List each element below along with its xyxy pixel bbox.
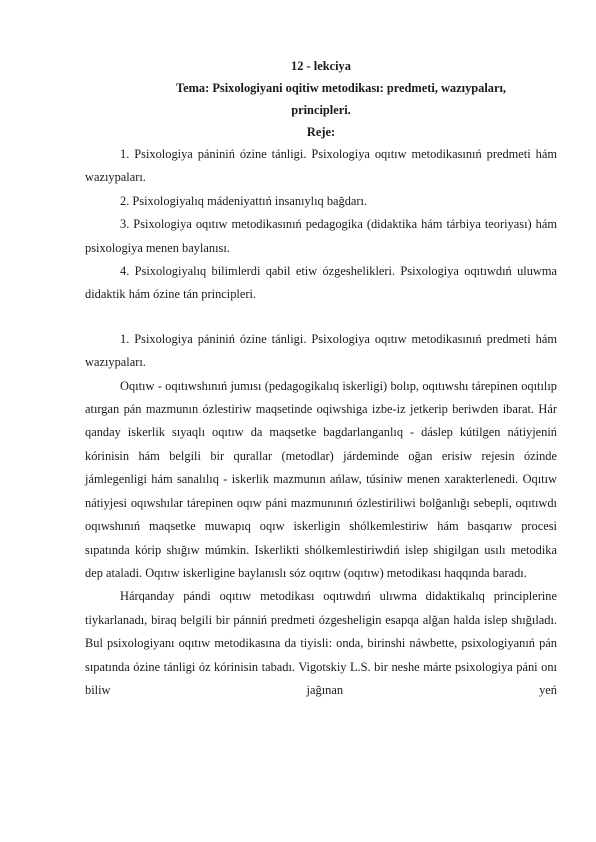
page-content <box>85 55 557 702</box>
plan-item-2: 2. Psixologiyalıq mádeniyattıń insanıylıq bağdarı. <box>120 193 368 208</box>
lecture-theme-line-2: principleri. <box>291 103 351 117</box>
lecture-theme-line-1: Tema: Psixologiyani oqitiw metodikası: predmeti, wazıypaları, <box>175 81 507 95</box>
lecture-number: 12 - lekciya <box>291 59 351 73</box>
plan-item-4: 4. Psixologiyalıq bilimlerdi qabil etiw ózgeshelikleri. Psixologiya oqıtıwdıń uluwma didaktik hám ózine tán principleri. <box>85 264 557 302</box>
section-heading: 1. Psixologiya pániniń ózine tánligi. Psixologiya oqıtıw metodikasınıń predmeti hám wazıypaları. <box>85 331 557 370</box>
plan-heading: Reje: <box>306 125 336 139</box>
plan-item-1: 1. Psixologiya pániniń ózine tánligi. Psixologiya oqıtıw metodikasınıń predmeti hám wazıypaları. <box>85 147 557 185</box>
body-paragraph-2: Hárqanday pándi oqıtıw metodikası oqıtıwdıń ulıwma didaktikalıq principlerine tiykarlanadı, biraq belgili bir pánniń predmeti ózgesheligin esapqa alğan halda islep shığıladı. Bul psixologiyanı oqıtıw metodikasına da tiyisli: onda, birinshi náwbette, psixologiyanıń pán sıpatında ózine tánligi óz kórinisin tabadı. Vigotskiy L.S. bir neshe márte psixologiya páni onı biliw jağınan yeń <box>85 589 557 697</box>
plan-item-3: 3. Psixologiya oqıtıw metodikasınıń pedagogika (didaktika hám tárbiya teoriyası) hám psixologiya menen baylanısı. <box>85 217 557 255</box>
section-spacer <box>85 307 557 328</box>
body-paragraph-1: Oqıtıw - oqıtıwshınıń jumısı (pedagogikalıq iskerligi) bolıp, oqıtıwshı tárepinen oqıtılıp atırgan pán mazmunın ózlestiriw maqsetinde oqiwshiga izbe-iz jetkerip beriwden ibarat. Hár qanday iskerlik sıyaqlı oqıtıw da maqsetke bagdarlanganlıq - dáslep kútilgen nátiyjeniń kórinisin hám belgili bir qurallar (metodlar) járdeminde oğan erisiw rejesin ózinde jámlegenligi hám sanalılıq - iskerlik mazmunın ańlaw, túsiniw menen xarakterlenedi. Oqıtıw nátiyjesi oqıwshılar tárepinen oqıw páni mazmunınıń ózlestiriliwi bolğanlığı sebepli, oqıtıwdı oqıwshınıń maqsetke muwapıq oqıw iskerligin shólkemlestiriw hám basqarıw procesi sıpatında kórip shığıw múmkin. Iskerlikti shólkemlestiriwdiń islep shigilgan usılı metodika dep ataladi. Oqıtıw iskerligine baylanıslı sóz oqıtıw (oqıtıw) metodikası haqqında baradı. <box>85 378 557 580</box>
